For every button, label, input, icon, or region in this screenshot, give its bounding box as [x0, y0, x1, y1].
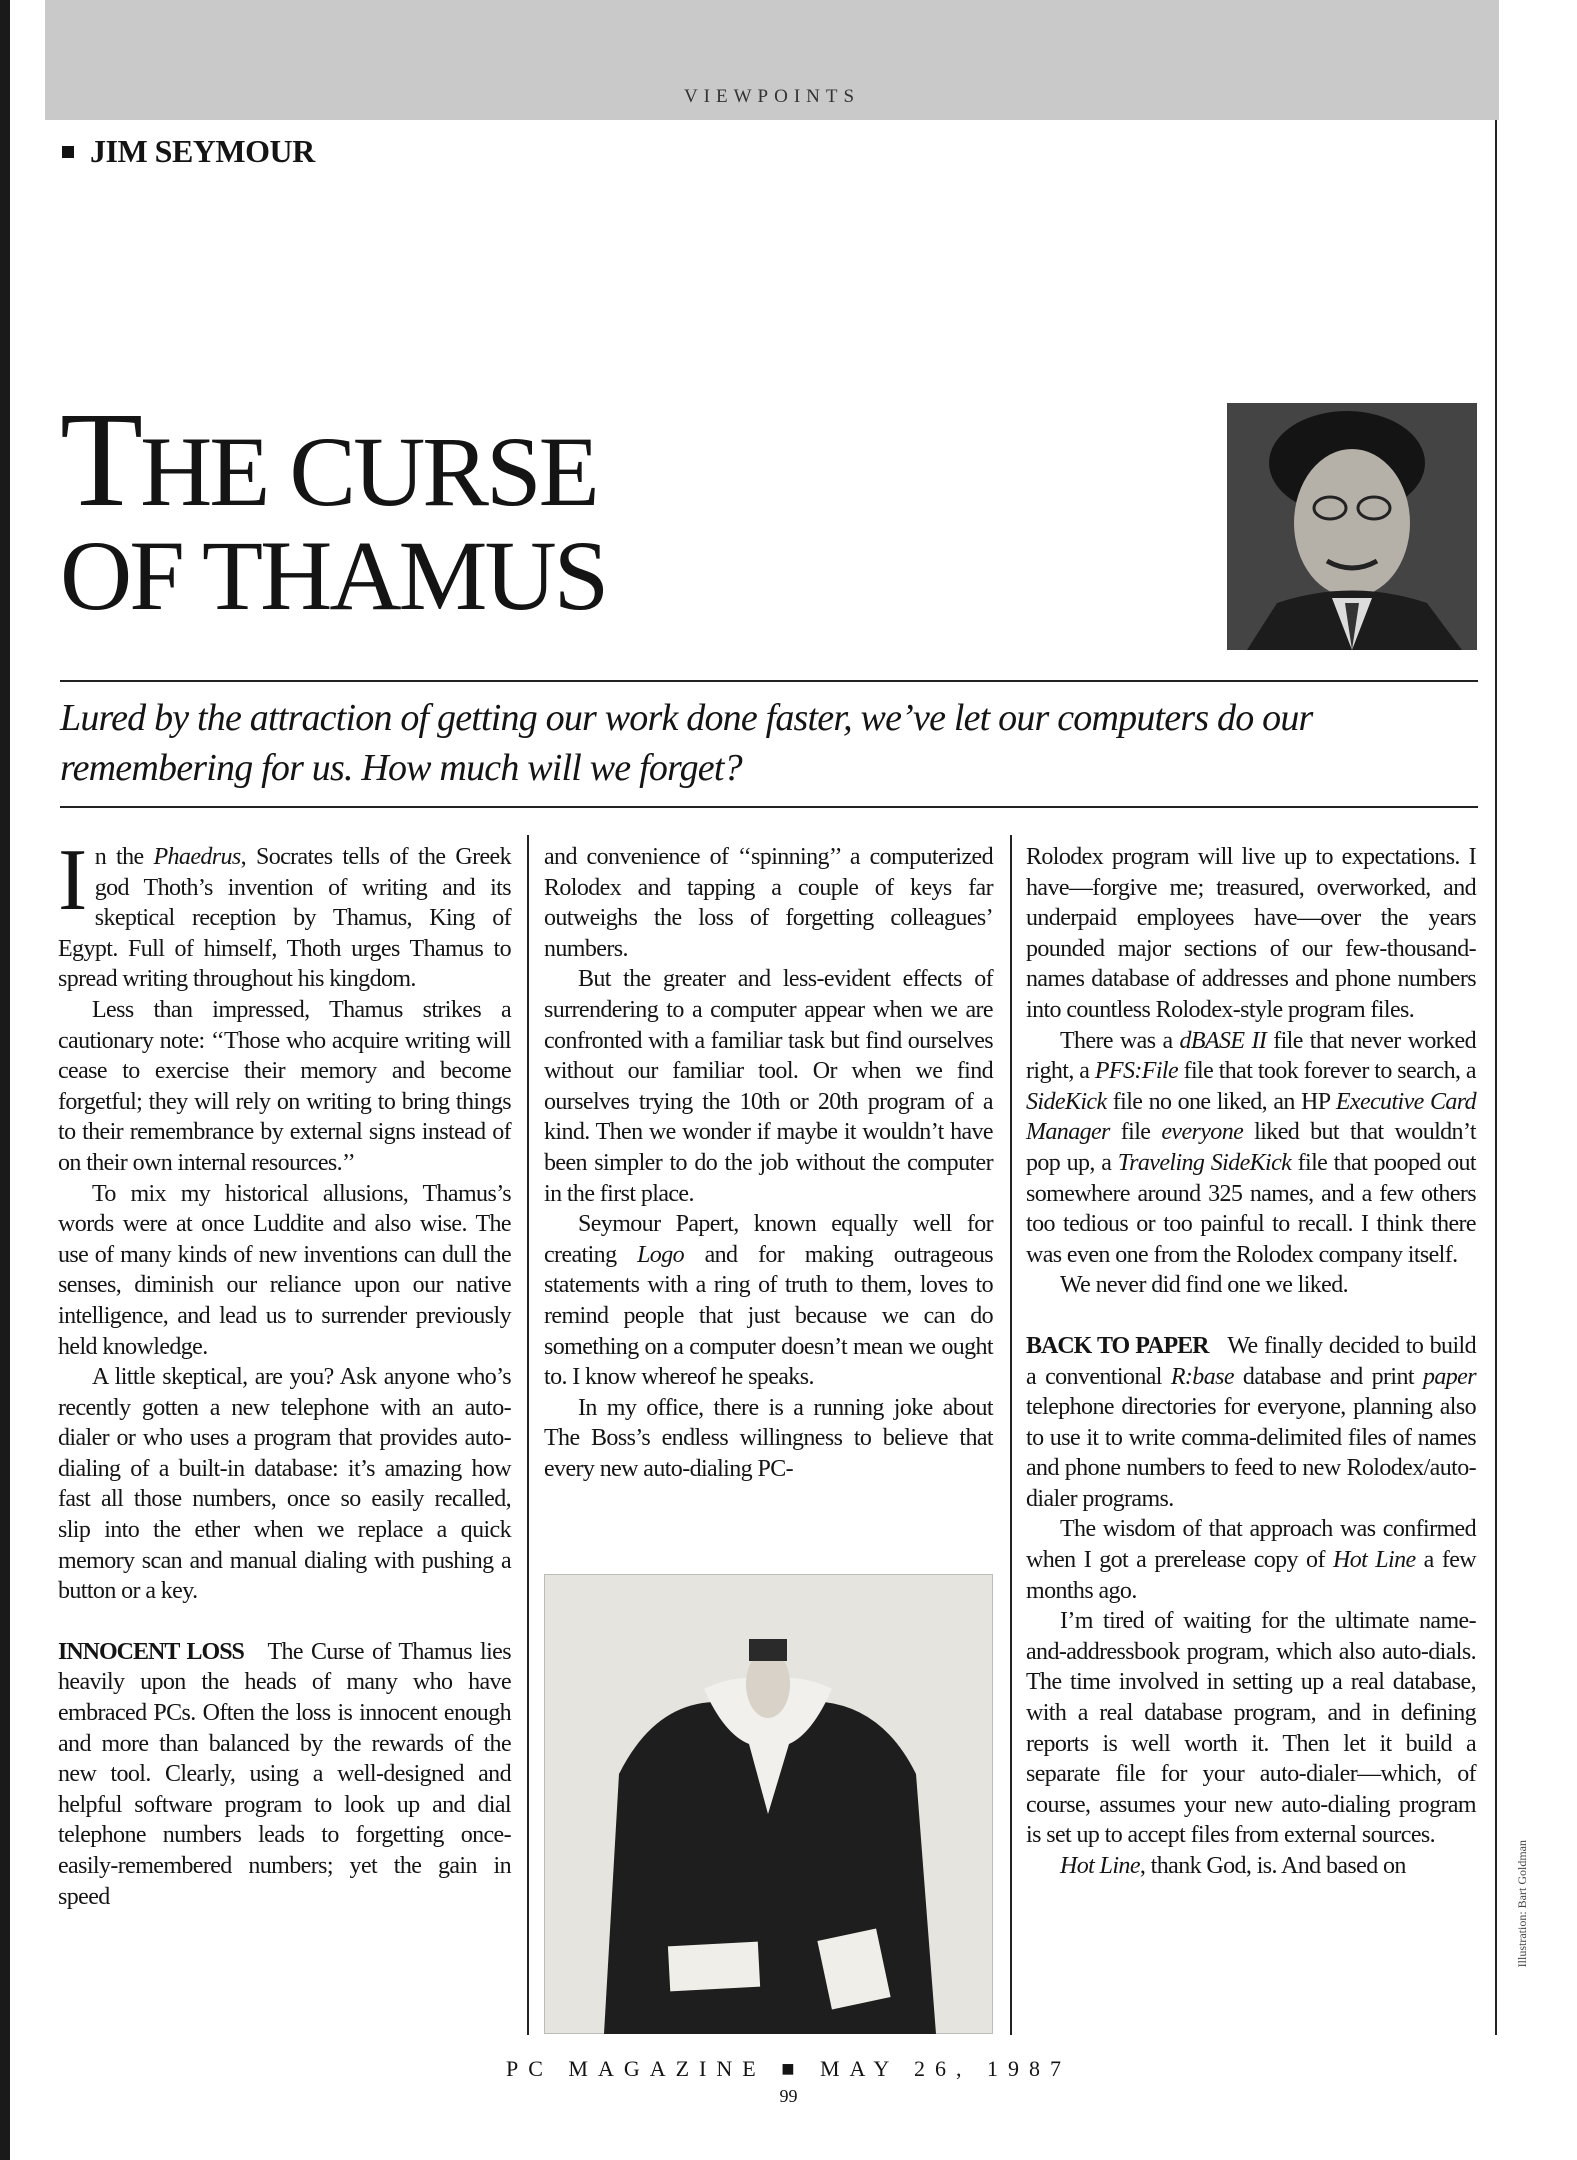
- column-rule: [1010, 835, 1012, 2035]
- author-name: JIM SEYMOUR: [90, 133, 315, 169]
- deck-top-rule: [60, 680, 1478, 682]
- paragraph: I’m tired of waiting for the ultimate name-and-addressbook program, which also auto-dials. The time involved in setting up a real database, with a real database program, and in defining reports is well worth it. Then let it build a separate file for your auto-dialer—which, of course, assumes your new auto-dialing program is set up to accept files from external sources.: [1026, 1608, 1476, 1849]
- paragraph: But the greater and less-evident effects of surrendering to a computer appear when we are confronted with a familiar task but find ourselves without our familiar tool. Or when we find ourselves trying the 10th or 20th program of a kind. Then we wonder if maybe it wouldn’t have been simpler to do the job without the computer in the first place.: [544, 966, 993, 1207]
- bullet-square-icon: [62, 146, 74, 158]
- column-3: [1026, 842, 1476, 1882]
- drop-cap: I: [58, 832, 87, 929]
- column-rule: [527, 835, 529, 2035]
- deck-bottom-rule: [60, 806, 1478, 808]
- paragraph: There was a dBASE II file that never worked right, a PFS:File file that took forever to search, a SideKick file no one liked, an HP Executive Card Manager file everyone liked but that wouldn’t pop up, a Traveling SideKick file that pooped out somewhere around 325 names, and a few others too tedious or too painful to recall. I think there was even one from the Rolodex company itself.: [1026, 1027, 1476, 1268]
- subhead-back-to-paper: BACK TO PAPER: [1026, 1332, 1209, 1359]
- subhead-innocent-loss: INNOCENT LOSS: [58, 1638, 244, 1665]
- article-deck: Lured by the attraction of getting our work done faster, we’ve let our computers do our remembering for us. How much will we forget?: [60, 697, 1313, 789]
- page-number: 99: [779, 2086, 798, 2106]
- page-footer: PC MAGAZINE ■ MAY 26, 1987: [505, 2056, 1071, 2081]
- column-1: [58, 832, 511, 1912]
- paragraph: Less than impressed, Thamus strikes a cautionary note: ‘‘Those who acquire writing will cease to exercise their memory and become forgetful; they will rely on writing to bring things to their remembrance by external signs instead of on their own internal resources.’’: [58, 996, 511, 1176]
- title-line-1: HE CURSE: [140, 416, 597, 527]
- paragraph: Rolodex program will live up to expectations. I have—forgive me; treasured, overworked, and underpaid employees have—over the years pounded major sections of our few-thousand-names database of addresses and phone numbers into countless Rolodex-style program files.: [1026, 844, 1476, 1023]
- title-initial: T: [60, 385, 141, 535]
- right-border-rule: [1495, 120, 1497, 2035]
- paragraph: In the Phaedrus, Socrates tells of the Greek god Thoth’s invention of writing and its skeptical reception by Thamus, King of Egypt. Full of himself, Thoth urges Thamus to spread writing throughout his kingdom.: [58, 832, 511, 993]
- section-label: VIEWPOINTS: [683, 86, 861, 107]
- title-line-2: OF THAMUS: [60, 520, 607, 631]
- paragraph: Seymour Papert, known equally well for creating Logo and for making outrageous statements with a ring of truth to them, loves to remind people that just because we can do something on a computer doesn’t mean we ought to. I know whereof he speaks.: [544, 1211, 993, 1391]
- page-edge-shadow: [0, 0, 10, 2160]
- author-byline: [62, 133, 315, 170]
- paragraph: Hot Line, thank God, is. And based on: [1060, 1853, 1406, 1879]
- illustration-credit: Illustration: Bart Goldman: [1515, 1840, 1529, 1968]
- paragraph: INNOCENT LOSS The Curse of Thamus lies heavily upon the heads of many who have embraced PCs. Often the loss is innocent enough and more than balanced by the rewards of the new tool. Clearly, using a well-designed and helpful software program to look up and dial telephone numbers leads to forgetting once-easily-remembered numbers; yet the gain in speed: [58, 1638, 511, 1910]
- paragraph: and convenience of ‘‘spinning’’ a computerized Rolodex and tapping a couple of keys far outweighs the loss of forgetting colleagues’ numbers.: [544, 844, 993, 962]
- paragraph: To mix my historical allusions, Thamus’s words were at once Luddite and also wise. The use of many kinds of new inventions can dull the senses, diminish our reliance upon our native intelligence, and lead us to surrender previously held knowledge.: [58, 1180, 511, 1360]
- author-photo: [1227, 403, 1477, 650]
- paragraph: BACK TO PAPER We finally decided to build a conventional R:base database and print paper telephone directories for everyone, planning also to use it to write comma-delimited files of names and phone numbers to feed to new Rolodex/auto-dialer programs.: [1026, 1332, 1476, 1512]
- paragraph: The wisdom of that approach was confirmed when I got a prerelease copy of Hot Line a few months ago.: [1026, 1516, 1476, 1604]
- illustration: [544, 1574, 993, 2034]
- article-title: [60, 385, 910, 631]
- column-2: [544, 842, 993, 1484]
- paragraph: In my office, there is a running joke about The Boss’s endless willingness to believe that every new auto-dialing PC-: [544, 1394, 993, 1482]
- paragraph: We never did find one we liked.: [1060, 1272, 1349, 1299]
- paragraph: A little skeptical, are you? Ask anyone who’s recently gotten a new telephone with an auto-dialer or who uses a program that provides auto-dialing of a built-in database: it’s amazing how fast all those numbers, once so easily recalled, slip into the ether when we replace a quick memory scan and manual dialing with pushing a button or a key.: [58, 1364, 511, 1605]
